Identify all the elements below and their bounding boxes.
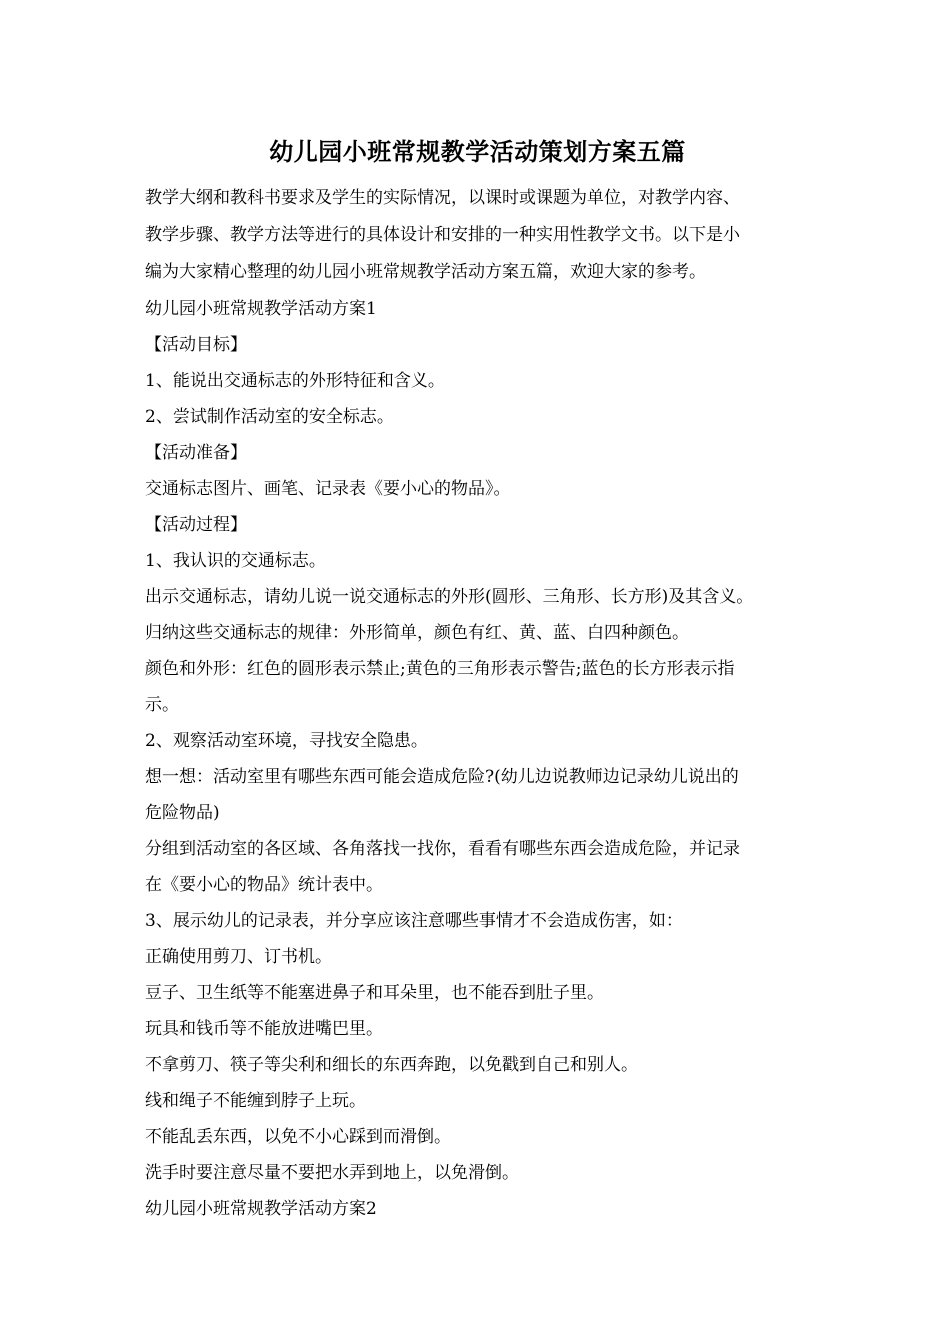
section-heading: 幼儿园小班常规教学活动方案1 xyxy=(145,299,377,319)
body-line: 线和绳子不能缠到脖子上玩。 xyxy=(145,1091,366,1111)
body-line: 洗手时要注意尽量不要把水弄到地上，以免滑倒。 xyxy=(145,1163,519,1183)
intro-line: 教学大纲和教科书要求及学生的实际情况，以课时或课题为单位，对教学内容、 xyxy=(145,188,740,208)
body-line: 归纳这些交通标志的规律：外形简单，颜色有红、黄、蓝、白四种颜色。 xyxy=(145,623,689,643)
body-line: 2、观察活动室环境，寻找安全隐患。 xyxy=(145,731,428,751)
body-line: 不拿剪刀、筷子等尖利和细长的东西奔跑，以免戳到自己和别人。 xyxy=(145,1055,638,1075)
document-body xyxy=(145,291,810,1227)
body-line: 1、能说出交通标志的外形特征和含义。 xyxy=(145,371,445,391)
body-line: 示。 xyxy=(145,695,179,715)
body-line: 2、尝试制作活动室的安全标志。 xyxy=(145,407,394,427)
body-line: 分组到活动室的各区域、各角落找一找你，看看有哪些东西会造成危险，并记录 xyxy=(145,839,740,859)
body-line: 颜色和外形：红色的圆形表示禁止;黄色的三角形表示警告;蓝色的长方形表示指 xyxy=(145,659,735,679)
document-page xyxy=(145,128,810,1227)
body-line: 豆子、卫生纸等不能塞进鼻子和耳朵里，也不能吞到肚子里。 xyxy=(145,983,604,1003)
body-line: 在《要小心的物品》统计表中。 xyxy=(145,875,383,895)
intro-line: 教学步骤、教学方法等进行的具体设计和安排的一种实用性教学文书。以下是小 xyxy=(145,225,740,245)
subsection-heading: 【活动过程】 xyxy=(145,515,247,535)
subsection-heading: 【活动目标】 xyxy=(145,335,247,355)
document-title: 幼儿园小班常规教学活动策划方案五篇 xyxy=(269,137,686,166)
intro-paragraph xyxy=(145,180,810,291)
body-line: 1、我认识的交通标志。 xyxy=(145,551,326,571)
body-line: 正确使用剪刀、订书机。 xyxy=(145,947,332,967)
body-line: 危险物品) xyxy=(145,803,220,823)
body-line: 玩具和钱币等不能放进嘴巴里。 xyxy=(145,1019,383,1039)
body-line: 不能乱丢东西，以免不小心踩到而滑倒。 xyxy=(145,1127,451,1147)
subsection-heading: 【活动准备】 xyxy=(145,443,247,463)
body-line: 出示交通标志，请幼儿说一说交通标志的外形(圆形、三角形、长方形)及其含义。 xyxy=(145,587,754,607)
body-line: 3、展示幼儿的记录表，并分享应该注意哪些事情才不会造成伤害，如： xyxy=(145,911,683,931)
body-line: 交通标志图片、画笔、记录表《要小心的物品》。 xyxy=(145,479,511,499)
section-heading: 幼儿园小班常规教学活动方案2 xyxy=(145,1199,377,1219)
intro-line: 编为大家精心整理的幼儿园小班常规教学活动方案五篇，欢迎大家的参考。 xyxy=(145,262,706,282)
body-line: 想一想：活动室里有哪些东西可能会造成危险?(幼儿边说教师边记录幼儿说出的 xyxy=(145,767,739,787)
